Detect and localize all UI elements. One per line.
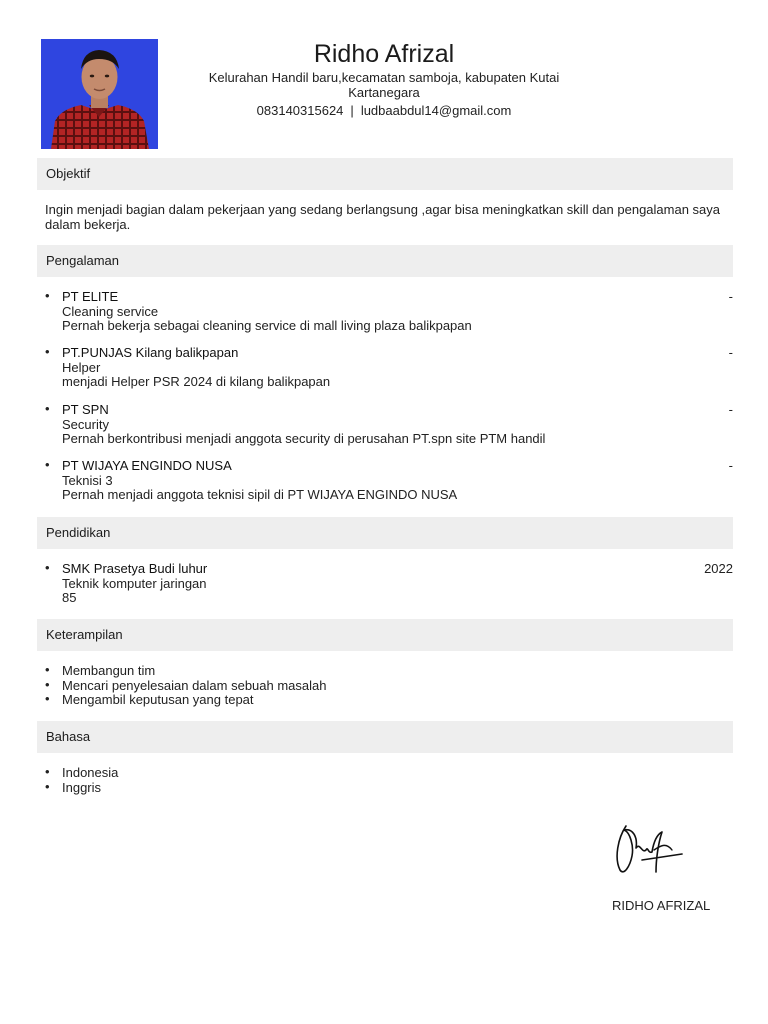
experience-date: -: [728, 345, 733, 360]
experience-role: Security: [62, 416, 109, 432]
experience-item: [45, 346, 733, 390]
section-heading-objective: Objektif: [37, 158, 733, 190]
experience-item: [45, 459, 733, 503]
signature-name: RIDHO AFRIZAL: [612, 898, 711, 913]
experience-company: PT SPN: [62, 402, 109, 417]
education-major: Teknik komputer jaringan: [62, 575, 207, 591]
experience-item: [45, 290, 733, 334]
bullet-icon: •: [45, 401, 50, 416]
skills-list: [45, 664, 327, 708]
language-item: • Inggris: [45, 781, 118, 796]
experience-item: [45, 403, 733, 447]
experience-date: -: [728, 402, 733, 417]
education-year: 2022: [704, 561, 733, 576]
profile-photo: [41, 39, 158, 149]
skill-item: • Mencari penyelesaian dalam sebuah masalah: [45, 679, 327, 694]
email-address: ludbaabdul14@gmail.com: [360, 103, 512, 118]
section-heading-experience: Pengalaman: [37, 245, 733, 277]
section-heading-education: Pendidikan: [37, 517, 733, 549]
resume-header: [180, 38, 588, 119]
contact-separator: |: [350, 103, 354, 118]
education-score: 85: [62, 590, 77, 605]
language-item: • Indonesia: [45, 766, 118, 781]
skill-item: • Membangun tim: [45, 664, 327, 679]
experience-role: Cleaning service: [62, 303, 159, 319]
experience-description: menjadi Helper PSR 2024 di kilang balikpapan: [62, 374, 331, 389]
experience-description: Pernah menjadi anggota teknisi sipil di PT WIJAYA ENGINDO NUSA: [62, 487, 458, 502]
section-heading-skills: Keterampilan: [37, 619, 733, 651]
applicant-address: Kelurahan Handil baru,kecamatan samboja, kabupaten Kutai Kartanegara: [208, 70, 560, 100]
experience-company: PT WIJAYA ENGINDO NUSA: [62, 458, 232, 473]
bullet-icon: •: [45, 288, 50, 303]
experience-company: PT ELITE: [62, 289, 119, 304]
objective-text: Ingin menjadi bagian dalam pekerjaan yang sedang berlangsung ,agar bisa meningkatkan skill dan pengalaman saya dalam bekerja.: [45, 202, 721, 232]
experience-role: Helper: [62, 359, 101, 375]
experience-description: Pernah berkontribusi menjadi anggota security di perusahan PT.spn site PTM handil: [62, 431, 546, 446]
applicant-name: Ridho Afrizal: [313, 40, 455, 68]
contact-line: [180, 103, 588, 119]
experience-role: Teknisi 3: [62, 472, 113, 488]
skill-item: • Mengambil keputusan yang tepat: [45, 693, 327, 708]
experience-date: -: [728, 289, 733, 304]
phone-number: 083140315624: [256, 103, 344, 118]
experience-description: Pernah bekerja sebagai cleaning service di mall living plaza balikpapan: [62, 318, 472, 333]
experience-company: PT.PUNJAS Kilang balikpapan: [62, 345, 239, 360]
signature-image: [612, 820, 684, 878]
education-school: SMK Prasetya Budi luhur: [62, 561, 208, 576]
education-item: [45, 562, 733, 606]
bullet-icon: •: [45, 344, 50, 359]
bullet-icon: •: [45, 457, 50, 472]
languages-list: [45, 766, 118, 795]
section-heading-languages: Bahasa: [37, 721, 733, 753]
bullet-icon: •: [45, 560, 50, 575]
experience-date: -: [728, 458, 733, 473]
